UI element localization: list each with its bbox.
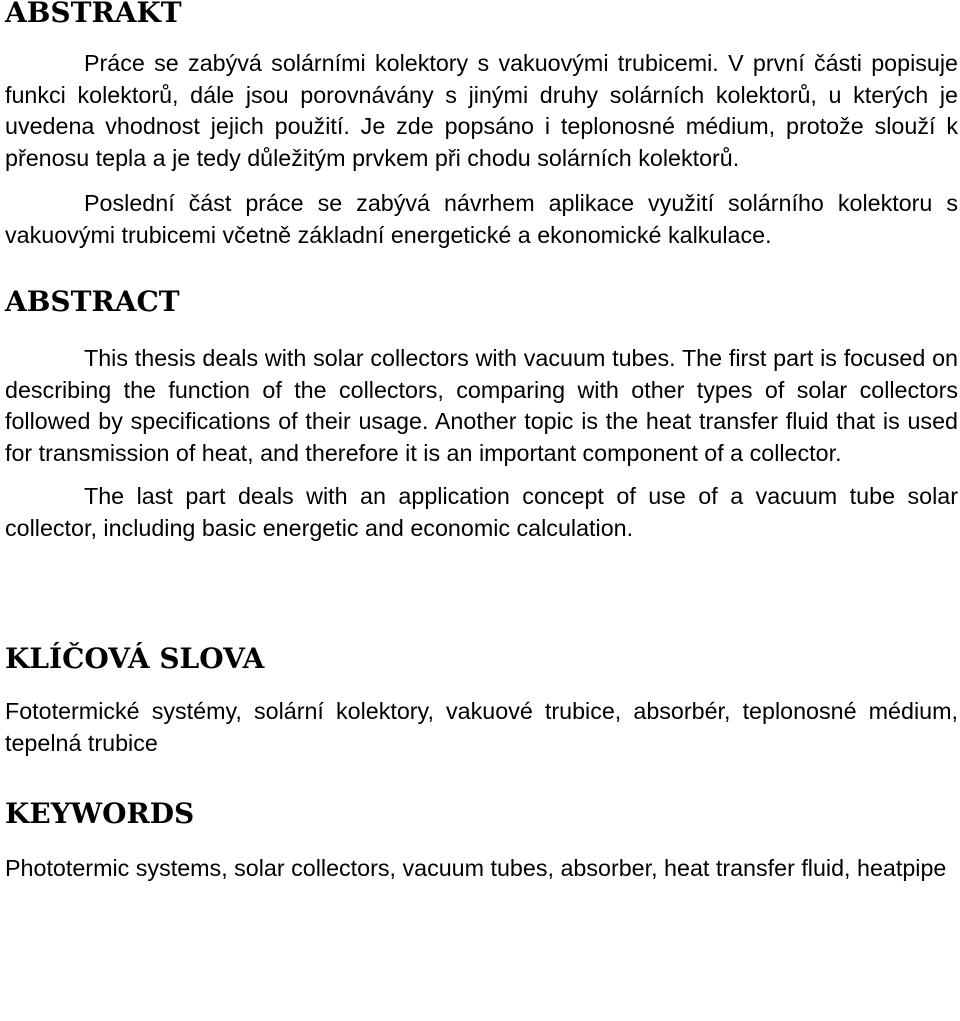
abstrakt-paragraph-2: Poslední část práce se zabývá návrhem aplikace využití solárního kolektoru s vakuovými trubicemi včetně základní energetické a ekonomické kalkulace. <box>5 190 958 248</box>
keywords-section <box>5 797 958 885</box>
abstrakt-heading: ABSTRAKT <box>5 0 182 29</box>
abstract-paragraph-1: This thesis deals with solar collectors with vacuum tubes. The first part is focused on describing the function of the collectors, comparing with other types of solar collectors followed by specifications of their usage. Another topic is the heat transfer fluid that is used for transmission of heat, and therefore it is an important component of a collector. <box>5 345 958 466</box>
document-page <box>5 0 958 885</box>
keywords-text: Phototermic systems, solar collectors, vacuum tubes, absorber, heat transfer fluid, heatpipe <box>5 855 947 881</box>
abstrakt-paragraph-1: Práce se zabývá solárními kolektory s vakuovými trubicemi. V první části popisuje funkci kolektorů, dále jsou porovnávány s jinými druhy solárních kolektorů, u kterých je uvedena vhodnost jejich použití. Je zde popsáno i teplonosné médium, protože slouží k přenosu tepla a je tedy důležitým prvkem při chodu solárních kolektorů. <box>5 50 958 171</box>
abstract-heading: ABSTRACT <box>5 285 180 318</box>
abstrakt-section <box>5 0 958 251</box>
klicova-slova-heading: KLÍČOVÁ SLOVA <box>5 642 265 675</box>
abstract-section <box>5 285 958 544</box>
klicova-slova-text: Fototermické systémy, solární kolektory, vakuové trubice, absorbér, teplonosné médium, tepelná trubice <box>5 698 958 756</box>
abstract-paragraph-2: The last part deals with an application concept of use of a vacuum tube solar collector, including basic energetic and economic calculation. <box>5 483 958 541</box>
klicova-slova-section <box>5 642 958 759</box>
keywords-heading: KEYWORDS <box>5 797 195 830</box>
